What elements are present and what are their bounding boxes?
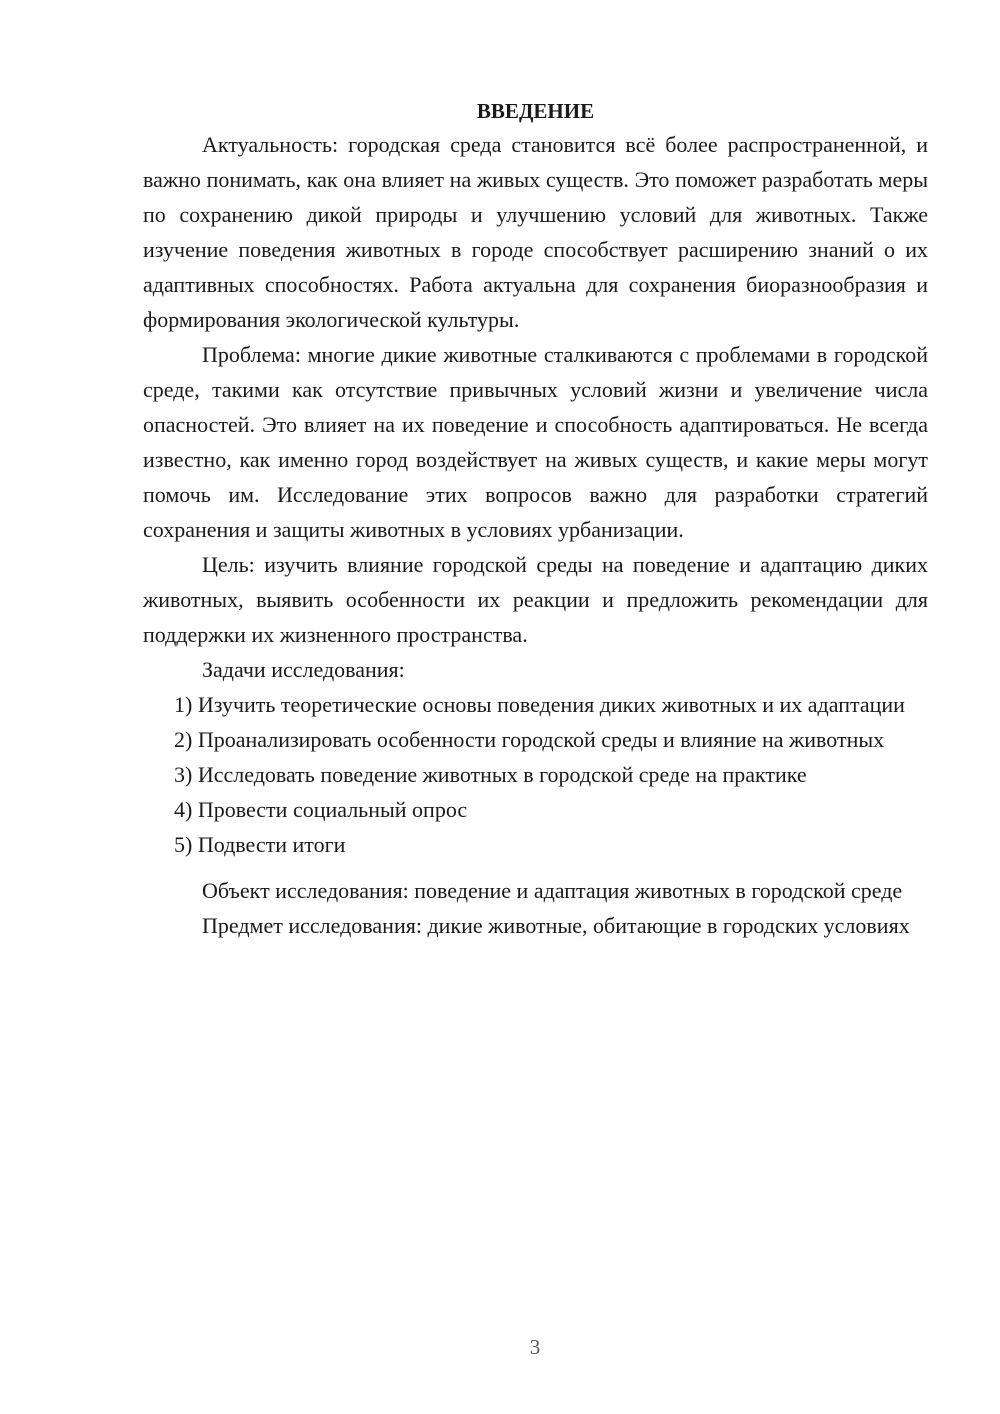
task-item: 3) Исследовать поведение животных в городской среде на практике	[174, 762, 807, 787]
tasks-title: Задачи исследования:	[202, 657, 405, 682]
section-heading: ВВЕДЕНИЕ	[476, 99, 595, 123]
task-item: 2) Проанализировать особенности городской среды и влияние на животных	[174, 727, 885, 752]
object-paragraph: Объект исследования: поведение и адаптация животных в городской среде	[202, 878, 903, 903]
page-number: 3	[529, 1335, 541, 1359]
problem-paragraph: Проблема: многие дикие животные сталкиваются с проблемами в городской среде, такими как отсутствие привычных условий жизни и увеличение числа опасностей. Это влияет на их поведение и способность адаптироваться. Не всегда известно, как именно город воздействует на живых существ, и какие меры могут помочь им. Исследование этих вопросов важно для разработки стратегий сохранения и защиты животных в условиях урбанизации.	[143, 342, 928, 542]
task-item: 4) Провести социальный опрос	[174, 797, 468, 822]
task-item: 5) Подвести итоги	[174, 832, 346, 857]
task-item: 1) Изучить теоретические основы поведения диких животных и их адаптации	[174, 692, 905, 717]
relevance-paragraph: Актуальность: городская среда становится всё более распространенной, и важно понимать, как она влияет на живых существ. Это поможет разработать меры по сохранению дикой природы и улучшению условий для животных. Также изучение поведения животных в городе способствует расширению знаний о их адаптивных способностях. Работа актуальна для сохранения биоразнообразия и формирования экологической культуры.	[143, 132, 928, 332]
goal-paragraph: Цель: изучить влияние городской среды на поведение и адаптацию диких животных, выявить особенности их реакции и предложить рекомендации для поддержки их жизненного пространства.	[143, 552, 928, 647]
subject-paragraph: Предмет исследования: дикие животные, обитающие в городских условиях	[202, 913, 910, 938]
page-content	[143, 95, 928, 943]
